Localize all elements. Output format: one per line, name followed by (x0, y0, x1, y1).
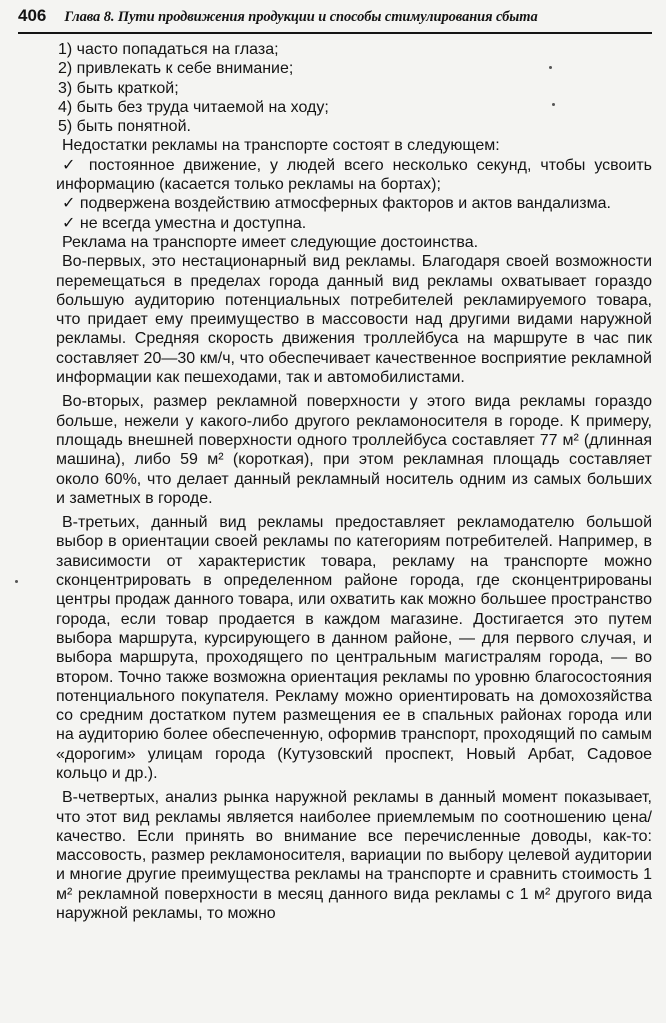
list-item: 4) быть без труда читаемой на ходу; (58, 98, 329, 116)
scan-speck (549, 66, 552, 69)
scan-speck (15, 580, 18, 583)
disadvantage-item: ✓ подвержена воздействию атмосферных факторов и актов вандализма. (62, 195, 611, 213)
disadvantage-item: ✓ постоянное движение, у людей всего несколько секунд, чтобы усвоить информацию (касается только рекламы на бортах); (56, 156, 652, 194)
paragraph-fourth: В-четвертых, анализ рынка наружной рекламы в данный момент показывает, что этот вид рекламы является наиболее приемлемым по соотношению цена/качество. Если принять во внимание все перечисленные доводы, как-то: массовость, размер рекламоносителя, вариации по выбору целевой аудитории и многие другие преимущества рекламы на транспорте и сравнить стоимость 1 м² рекламной поверхности в месяц данного вида рекламы с 1 м² другого вида наружной рекламы, то можно (56, 789, 652, 923)
scan-speck (552, 103, 555, 106)
paragraph-third: В-третьих, данный вид рекламы предоставляет рекламодателю большой выбор в ориентации своей рекламы по категориям потребителей. Например, в зависимости от характеристик товара, рекламу на транспорте можно сконцентрировать в определенном районе города, где сконцентрированы центры продаж данного товара, или охватить как можно большее пространство города, если товар продается в каждом магазине. Достигается это путем выбора маршрута, курсирующего в данном районе, — для первого случая, и выбора маршрута, проходящего по центральным магистралям города, — во втором. Точно также возможна ориентация рекламы по уровню благосостояния потенциального покупателя. Рекламу можно ориентировать на домохозяйства со средним достатком путем размещения ее в спальных районах города или на аудиторию более обеспеченную, оформив транспорт, проходящий по самым «дорогим» улицам города (Кутузовский проспект, Новый Арбат, Садовое кольцо и др.). (56, 514, 652, 782)
page-body (18, 40, 652, 923)
list-item: 3) быть краткой; (58, 79, 179, 97)
list-item: 1) часто попадаться на глаза; (58, 41, 279, 58)
running-title: Глава 8. Пути продвижения продукции и способы стимулирования сбыта (64, 9, 538, 25)
disadvantages-intro: Недостатки рекламы на транспорте состоят в следующем: (62, 137, 500, 155)
disadvantage-item: ✓ не всегда уместна и доступна. (62, 214, 307, 232)
paragraph-second: Во-вторых, размер рекламной поверхности у этого вида рекламы гораздо больше, нежели у какого-либо другого рекламоносителя в городе. К примеру, площадь внешней поверхности одного троллейбуса составляет 77 м² (длинная машина), либо 59 м² (короткая), при этом рекламная площадь составляет около 60%, что делает данный рекламный носитель одним из самых больших и заметных в городе. (56, 393, 652, 507)
paragraph-first: Во-первых, это нестационарный вид рекламы. Благодаря своей возможности перемещаться в пределах города данный вид рекламы охватывает гораздо большую аудиторию потенциальных потребителей рекламируемого товара, что придает ему преимущество в массовости над другими видами наружной рекламы. Средняя скорость движения троллейбуса на маршруте в час пик составляет 20—30 км/ч, что обеспечивает качественное восприятие рекламной информации как пешеходами, так и автомобилистами. (56, 253, 652, 387)
page-header (18, 6, 652, 34)
page-number: 406 (18, 6, 47, 25)
list-item: 5) быть понятной. (58, 118, 191, 136)
list-item: 2) привлекать к себе внимание; (58, 60, 294, 78)
advantages-intro: Реклама на транспорте имеет следующие достоинства. (62, 233, 479, 251)
